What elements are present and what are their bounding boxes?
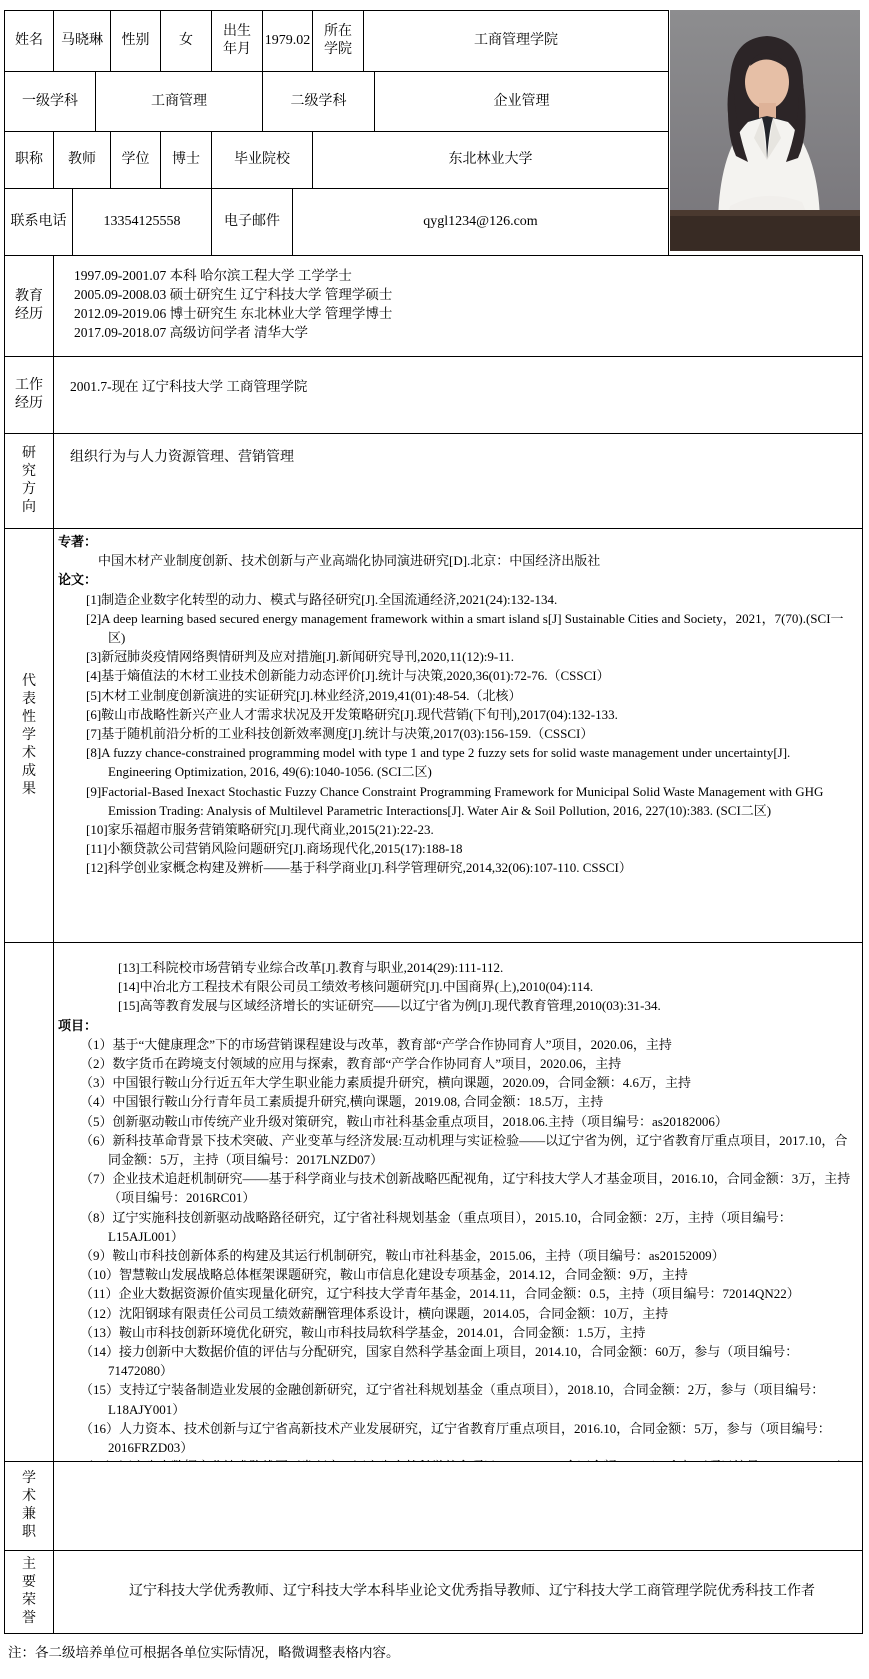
list-line: 2001.7-现在 辽宁科技大学 工商管理学院 xyxy=(70,379,308,394)
academic-positions-content xyxy=(53,1461,863,1551)
discipline2-value: 企业管理 xyxy=(374,71,669,132)
list-line: [7]基于随机前沿分析的工业科技创新效率测度[J].统计与决策,2017(03):156-159.（CSSCI） xyxy=(86,726,594,742)
phone-label: 联系电话 xyxy=(4,188,73,256)
photo xyxy=(670,10,860,251)
list-line: 2012.09-2019.06 博士研究生 东北林业大学 管理学博士 xyxy=(74,306,393,321)
list-line: [5]木材工业制度创新演进的实证研究[J].林业经济,2019,41(01):48-54.（北核） xyxy=(86,687,522,703)
birth-value: 1979.02 xyxy=(262,10,313,72)
list-line: [14]中冶北方工程技术有限公司员工绩效考核问题研究[J].中国商界(上),2010(04):114. xyxy=(118,979,594,995)
college-label: 所在学院 xyxy=(312,10,364,72)
name-value: 马晓琳 xyxy=(53,10,111,72)
list-line: [12]科学创业家概念构建及辨析——基于科学商业[J].科学管理研究,2014,32(06):107-110. CSSCI） xyxy=(86,860,632,876)
honors-text: 辽宁科技大学优秀教师、辽宁科技大学本科毕业论文优秀指导教师、辽宁科技大学工商管理学院优秀科技工作者 xyxy=(129,1584,815,1599)
achievements-label-spacer xyxy=(4,942,54,1462)
list-line: （13）鞍山市科技创新环境优化研究，鞍山市科技局软科学基金，2014.01，合同金额：1.5万，主持 xyxy=(80,1324,646,1340)
gender-value: 女 xyxy=(160,10,212,72)
list-line: （1）基于“大健康理念”下的市场营销课程建设与改革，教育部“产学合作协同育人”项目，2020.06，主持 xyxy=(80,1036,672,1052)
list-line: [9]Factorial-Based Inexact Stochastic Fuzzy Chance Constraint Programming Framework for Municipal Solid Waste Management with GHG Emission Trading: Analysis of Multilevel Parametric Interactions[J]. Water Air & Soil Pollution, 2016, 227(10):383. (SCI二区) xyxy=(86,783,824,818)
list-line: [6]鞍山市战略性新兴产业人才需求状况及开发策略研究[J].现代营销(下旬刊),2017(04):132-133. xyxy=(86,706,618,722)
discipline1-value: 工商管理 xyxy=(95,71,263,132)
papers-continued-list xyxy=(58,946,856,1016)
list-line: [15]高等教育发展与区域经济增长的实证研究——以辽宁省为例[J].现代教育管理,2010(03):31-34. xyxy=(118,998,661,1014)
portrait-photo-illustration xyxy=(670,10,860,251)
college-value: 工商管理学院 xyxy=(363,10,669,72)
monograph-header: 专著： xyxy=(58,534,98,549)
list-line: [8]A fuzzy chance-constrained programming model with type 1 and type 2 fuzzy sets for solid waste management under uncertainty[J]. Engineering Optimization, 2016, 49(6):1040-1056. (SCI二区) xyxy=(86,745,791,780)
list-line: （6）新科技革命背景下技术突破、产业变革与经济发展:互动机理与实证检验——以辽宁省为例，辽宁省教育厅重点项目，2017.10，合同金额：5万，主持（项目编号：2017LNZD07） xyxy=(80,1132,848,1168)
list-line: （15）支持辽宁装备制造业发展的金融创新研究，辽宁省社科规划基金（重点项目），2018.10，合同金额：2万，参与（项目编号：L18AJY001） xyxy=(80,1382,825,1417)
list-line: （7）企业技术追赶机制研究——基于科学商业与技术创新战略匹配视角，辽宁科技大学人才基金项目，2016.10，合同金额：3万，主持（项目编号：2016RC01） xyxy=(80,1171,851,1206)
list-line: （16）人力资本、技术创新与辽宁省高新技术产业发展研究，辽宁省教育厅重点项目，2016.10，合同金额：5万，参与（项目编号：2016FRZD03） xyxy=(80,1420,831,1456)
discipline1-label: 一级学科 xyxy=(4,71,96,132)
birth-label: 出生年月 xyxy=(211,10,263,72)
list-line: [2]A deep learning based secured energy management framework within a smart island s[J] Sustainable Cities and Society，2021，7(70).(SCI一区) xyxy=(86,610,844,646)
papers-header: 论文： xyxy=(58,572,98,588)
projects-header: 项目： xyxy=(58,1017,98,1033)
list-line: [1]制造企业数字化转型的动力、模式与路径研究[J].全国流通经济,2021(24):132-134. xyxy=(86,591,558,607)
list-line: （8）辽宁实施科技创新驱动战略路径研究，辽宁省社科规划基金（重点项目），2015.10，合同金额：2万，主持（项目编号：L15AJL001） xyxy=(80,1209,792,1244)
achievements-content-2 xyxy=(53,942,863,1462)
title-label: 职称 xyxy=(4,131,54,189)
list-line: （5）创新驱动鞍山市传统产业升级对策研究，鞍山市社科基金重点项目，2018.06.主持（项目编号：as20182006） xyxy=(80,1113,728,1129)
alma-mater-label: 毕业院校 xyxy=(211,131,313,189)
work-content xyxy=(53,356,863,434)
work-label: 工作经历 xyxy=(4,356,54,434)
footnote: 注：各二级培养单位可根据各单位实际情况，略微调整表格内容。 xyxy=(8,1645,400,1660)
list-line: （10）智慧鞍山发展战略总体框架课题研究，鞍山市信息化建设专项基金，2014.12，合同金额：9万，主持 xyxy=(80,1267,688,1283)
list-line: 2017.09-2018.07 高级访问学者 清华大学 xyxy=(74,325,308,340)
list-line: （9）鞍山市科技创新体系的构建及其运行机制研究，鞍山市社科基金，2015.06，主持（项目编号：as20152009） xyxy=(80,1248,725,1264)
honors-content xyxy=(53,1550,863,1634)
academic-positions-label: 学术兼职 xyxy=(4,1461,54,1551)
monograph-entry: 中国木材产业制度创新、技术创新与产业高端化协同演进研究[D].北京：中国经济出版社 xyxy=(98,553,601,569)
achievements-label: 代表性学术成果 xyxy=(4,528,54,943)
list-line: （14）接力创新中大数据价值的评估与分配研究，国家自然科学基金面上项目，2014.10，合同金额：60万，参与（项目编号：71472080） xyxy=(80,1344,799,1379)
education-label: 教育经历 xyxy=(4,255,54,357)
list-line: （3）中国银行鞍山分行近五年大学生职业能力素质提升研究，横向课题，2020.09，合同金额：4.6万，主持 xyxy=(80,1075,692,1091)
list-line: （12）沈阳钢球有限责任公司员工绩效薪酬管理体系设计，横向课题，2014.05，合同金额：10万，主持 xyxy=(80,1305,669,1321)
email-label: 电子邮件 xyxy=(211,188,293,256)
list-line: 1997.09-2001.07 本科 哈尔滨工程大学 工学学士 xyxy=(74,268,352,283)
title-value: 教师 xyxy=(53,131,111,189)
research-content: 组织行为与人力资源管理、营销管理 xyxy=(53,433,863,529)
degree-label: 学位 xyxy=(110,131,161,189)
list-line: （4）中国银行鞍山分行青年员工素质提升研究,横向课题，2019.08, 合同金额：18.5万，主持 xyxy=(80,1094,604,1110)
phone-value: 13354125558 xyxy=(72,188,212,256)
list-line: [10]家乐福超市服务营销策略研究[J].现代商业,2015(21):22-23. xyxy=(86,822,434,838)
honors-label: 主要荣誉 xyxy=(4,1550,54,1634)
email-value: qygl1234@126.com xyxy=(292,188,669,256)
list-line: 2005.09-2008.03 硕士研究生 辽宁科技大学 管理学硕士 xyxy=(74,287,393,302)
gender-label: 性别 xyxy=(110,10,161,72)
list-line: [4]基于熵值法的木材工业技术创新能力动态评价[J].统计与决策,2020,36(01):72-76.（CSSCI） xyxy=(86,668,610,684)
list-line: [13]工科院校市场营销专业综合改革[J].教育与职业,2014(29):111-112. xyxy=(118,960,504,975)
list-line: [11]小额贷款公司营销风险问题研究[J].商场现代化,2015(17):188-18 xyxy=(86,841,463,857)
list-line: （2）数字货币在跨境支付领域的应用与探索，教育部“产学合作协同育人”项目，2020.06，主持 xyxy=(80,1056,622,1072)
list-line: （11）企业大数据资源价值实现量化研究，辽宁科技大学青年基金，2014.11，合同金额：0.5，主持（项目编号：72014QN22） xyxy=(80,1286,800,1302)
alma-mater-value: 东北林业大学 xyxy=(312,131,669,189)
degree-value: 博士 xyxy=(160,131,212,189)
education-content xyxy=(53,255,863,357)
discipline2-label: 二级学科 xyxy=(262,71,375,132)
projects-list xyxy=(58,1035,856,1477)
name-label: 姓名 xyxy=(4,10,54,72)
achievements-content-1 xyxy=(53,528,863,943)
list-line: [3]新冠肺炎疫情网络舆情研判及应对措施[J].新闻研究导刊,2020,11(12):9-11. xyxy=(86,649,515,665)
research-label: 研究方向 xyxy=(4,433,54,529)
papers-list xyxy=(58,590,856,878)
